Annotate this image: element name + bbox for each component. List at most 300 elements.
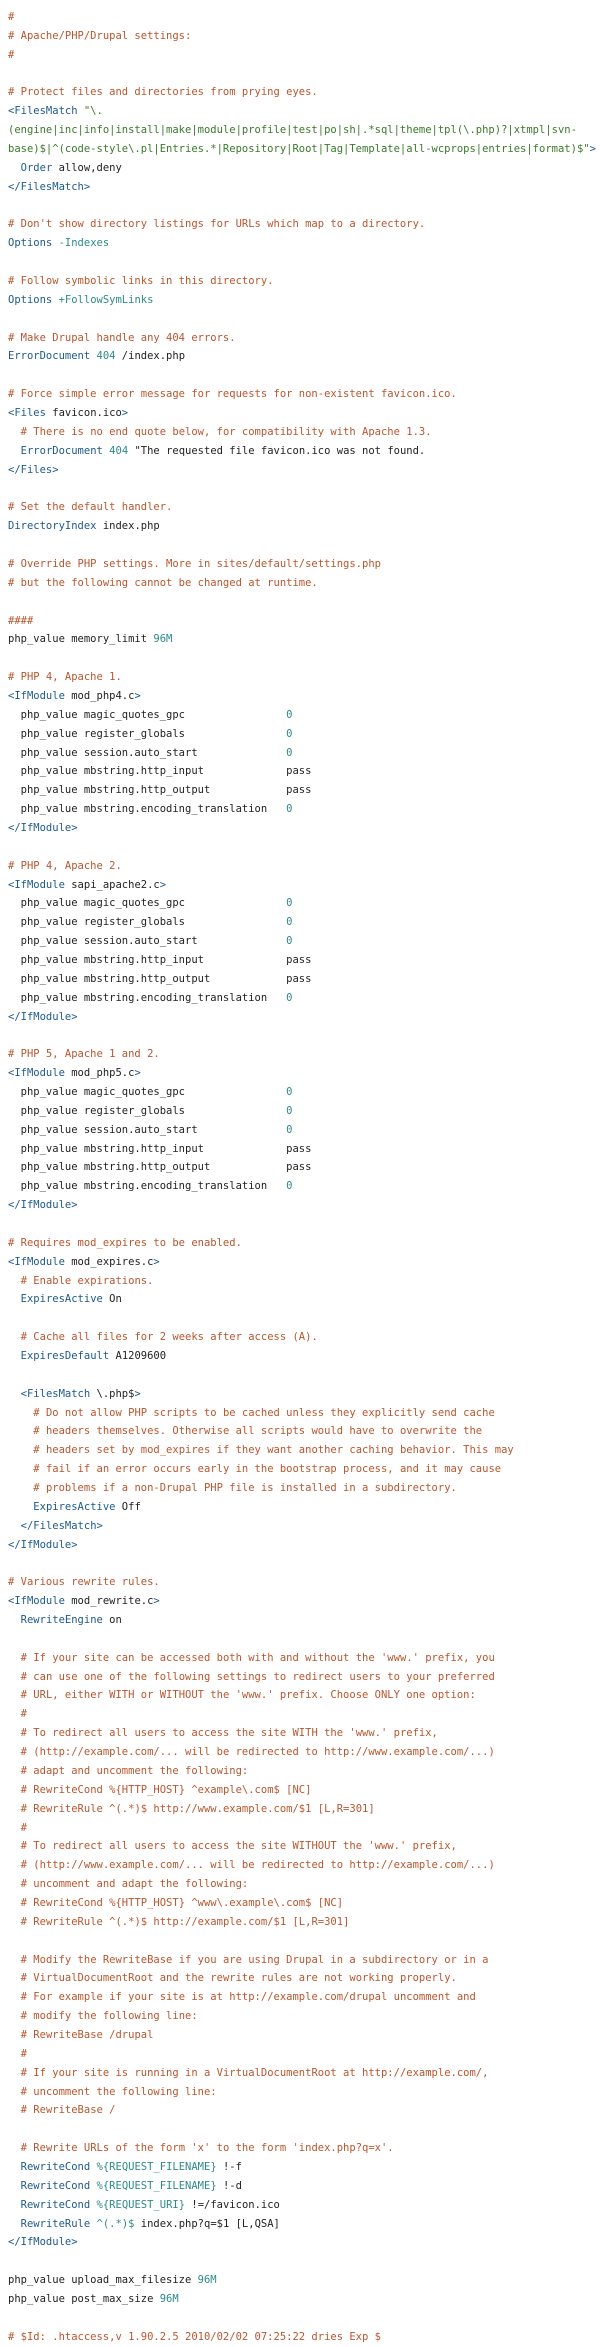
- indent: [8, 1840, 21, 1852]
- comment-text: # Override PHP settings. More in sites/default/settings.php: [8, 557, 381, 570]
- indent: [8, 1444, 33, 1456]
- code-line: [8, 2233, 600, 2252]
- value-text: 404: [109, 444, 129, 457]
- argument-text: php_value magic_quotes_gpc: [8, 897, 287, 910]
- code-line: [8, 498, 600, 517]
- argument-text: php_value mbstring.http_input pass: [8, 1142, 312, 1155]
- comment-text: # but the following cannot be changed at runtime.: [8, 576, 318, 589]
- argument-text: php_value mbstring.http_output pass: [8, 784, 312, 797]
- value-text: +FollowSymLinks: [58, 293, 154, 306]
- value-text: 0: [286, 1123, 293, 1136]
- indent: [8, 1859, 21, 1871]
- value-text: 0: [286, 746, 293, 759]
- indent: [8, 1727, 21, 1739]
- tag-text: </IfModule>: [8, 1199, 78, 1212]
- argument-text: "The requested file favicon.ico was not found.: [128, 444, 426, 457]
- argument-text: php_value register_globals: [8, 727, 287, 740]
- indent: [8, 1708, 21, 1720]
- code-line: [8, 574, 600, 593]
- indent: [8, 1425, 33, 1437]
- argument-text: php_value session.auto_start: [8, 746, 287, 759]
- code-line: [8, 1611, 600, 1630]
- comment-text: # If your site is running in a VirtualDocumentRoot at http://example.com/,: [20, 2066, 489, 2079]
- code-line: [8, 272, 600, 291]
- tag-text: >: [134, 689, 141, 702]
- string-text: "\.(engine|inc|info|install|make|module|profile|test|po|sh|.*sql|theme|tpl(\.php)?|xtmpl|svn-base)$|^(code-style\.pl|Entries.*|Repository|Root|Tag|Template|all-wcprops|entries|format)$": [8, 105, 590, 156]
- code-line: [8, 385, 600, 404]
- indent: [8, 1916, 21, 1928]
- indent: [8, 1878, 21, 1890]
- argument-text: /index.php: [115, 350, 186, 363]
- blank-line: [8, 310, 600, 329]
- argument-text: mod_php4.c: [64, 689, 135, 702]
- tag-text: </IfModule>: [8, 2236, 78, 2249]
- code-line: [8, 1856, 600, 1875]
- value-text: %{REQUEST_FILENAME}: [96, 2179, 217, 2192]
- indent: [8, 1501, 33, 1513]
- value-text: 0: [286, 935, 293, 948]
- code-line: [8, 1385, 600, 1404]
- argument-text: php_value session.auto_start: [8, 935, 287, 948]
- code-line: [8, 1498, 600, 1517]
- comment-text: # PHP 4, Apache 2.: [8, 859, 122, 872]
- code-line: [8, 762, 600, 781]
- blank-line: [8, 838, 600, 857]
- code-line: [8, 1781, 600, 1800]
- blank-line: [8, 479, 600, 498]
- comment-text: # Follow symbolic links in this directory.: [8, 275, 274, 288]
- code-line: [8, 8, 600, 27]
- indent: [8, 445, 21, 457]
- comment-text: # Various rewrite rules.: [8, 1576, 160, 1589]
- directive-text: ExpiresActive: [33, 1500, 116, 1513]
- indent: [8, 2010, 21, 2022]
- directive-text: RewriteRule: [20, 2217, 91, 2230]
- tag-text: </IfModule>: [8, 1010, 78, 1023]
- indent: [8, 1275, 21, 1287]
- value-text: %{REQUEST_URI}: [96, 2198, 186, 2211]
- blank-line: [8, 197, 600, 216]
- code-line: [8, 970, 600, 989]
- blank-line: [8, 1026, 600, 1045]
- code-line: [8, 1008, 600, 1027]
- argument-text: !=/favicon.ico: [185, 2198, 280, 2211]
- tag-text: <FilesMatch: [8, 105, 84, 118]
- comment-text: # To redirect all users to access the site WITHOUT the 'www.' prefix,: [20, 1840, 457, 1853]
- tag-text: >: [153, 1255, 160, 1268]
- code-line: [8, 178, 600, 197]
- indent: [8, 1652, 21, 1664]
- code-line: [8, 1140, 600, 1159]
- argument-text: mod_rewrite.c: [64, 1595, 154, 1608]
- comment-text: # adapt and uncomment the following:: [20, 1764, 249, 1777]
- argument-text: php_value magic_quotes_gpc: [8, 708, 287, 721]
- indent: [8, 1350, 21, 1362]
- value-text: 0: [286, 727, 293, 740]
- comment-text: # can use one of the following settings to redirect users to your preferred: [20, 1670, 495, 1683]
- indent: [8, 2199, 21, 2211]
- comment-text: # Modify the RewriteBase if you are using Drupal in a subdirectory or in a: [20, 1953, 489, 1966]
- indent: [8, 2104, 21, 2116]
- code-line: [8, 1592, 600, 1611]
- comment-text: # (http://www.example.com/... will be redirected to http://example.com/...): [20, 1859, 495, 1872]
- tag-text: <IfModule: [8, 1255, 65, 1268]
- code-line: [8, 423, 600, 442]
- argument-text: php_value mbstring.encoding_translation: [8, 1180, 287, 1193]
- comment-text: # RewriteCond %{HTTP_HOST} ^www\.example\.com$ [NC]: [20, 1896, 344, 1909]
- argument-text: php_value mbstring.http_input pass: [8, 765, 312, 778]
- blank-line: [8, 1309, 600, 1328]
- indent: [8, 1746, 21, 1758]
- tag-text: >: [153, 1595, 160, 1608]
- code-line: [8, 1686, 600, 1705]
- comment-text: # RewriteCond %{HTTP_HOST} ^example\.com$ [NC]: [20, 1783, 312, 1796]
- comment-text: # (http://example.com/... will be redirected to http://www.example.com/...): [20, 1746, 495, 1759]
- argument-text: php_value session.auto_start: [8, 1123, 287, 1136]
- code-line: [8, 1422, 600, 1441]
- indent: [8, 2142, 21, 2154]
- value-text: 96M: [153, 633, 173, 646]
- indent: [8, 1954, 21, 1966]
- blank-line: [8, 2120, 600, 2139]
- code-line: [8, 404, 600, 423]
- code-line: [8, 1328, 600, 1347]
- comment-text: #: [8, 11, 15, 23]
- code-line: [8, 1668, 600, 1687]
- comment-text: #: [20, 2047, 27, 2060]
- comment-text: # Rewrite URLs of the form 'x' to the form 'index.php?q=x'.: [20, 2142, 394, 2155]
- code-line: [8, 1102, 600, 1121]
- indent: [8, 2161, 21, 2173]
- value-text: 0: [286, 897, 293, 910]
- code-line: [8, 555, 600, 574]
- directive-text: ErrorDocument: [8, 350, 91, 363]
- code-line: [8, 442, 600, 461]
- blank-line: [8, 2309, 600, 2328]
- code-line: [8, 1743, 600, 1762]
- tag-text: <IfModule: [8, 1595, 65, 1608]
- comment-text: # Apache/PHP/Drupal settings:: [8, 29, 192, 42]
- value-text: -Indexes: [58, 237, 110, 250]
- code-line: [8, 1045, 600, 1064]
- code-line: [8, 1705, 600, 1724]
- argument-text: php_value mbstring.http_output pass: [8, 1161, 312, 1174]
- tag-text: <Files: [8, 407, 46, 420]
- code-line: [8, 1573, 600, 1592]
- code-line: [8, 1724, 600, 1743]
- tag-text: <FilesMatch: [20, 1387, 91, 1400]
- directive-text: RewriteCond: [20, 2160, 91, 2173]
- code-line: [8, 2290, 600, 2309]
- blank-line: [8, 1932, 600, 1951]
- tag-text: <IfModule: [8, 689, 65, 702]
- code-line: [8, 630, 600, 649]
- comment-text: # Make Drupal handle any 404 errors.: [8, 331, 236, 344]
- value-text: %{REQUEST_FILENAME}: [96, 2160, 217, 2173]
- tag-text: >: [121, 407, 129, 420]
- tag-text: </FilesMatch>: [20, 1519, 103, 1532]
- argument-text: on: [102, 1614, 122, 1627]
- value-text: 0: [286, 803, 293, 816]
- code-line: [8, 894, 600, 913]
- code-line: [8, 102, 598, 159]
- code-line: [8, 781, 600, 800]
- code-line: [8, 1819, 600, 1838]
- argument-text: allow,deny: [52, 161, 122, 174]
- code-line: [8, 744, 600, 763]
- code-line: [8, 2158, 600, 2177]
- comment-text: # For example if your site is at http://example.com/drupal uncomment and: [20, 1991, 476, 2004]
- indent: [8, 2048, 21, 2060]
- comment-text: #: [8, 48, 15, 61]
- code-line: [8, 913, 600, 932]
- indent: [8, 1407, 33, 1419]
- argument-text: !-d: [216, 2179, 242, 2192]
- argument-text: index.php?q=$1 [L,QSA]: [134, 2217, 280, 2230]
- value-text: 0: [286, 916, 293, 929]
- comment-text: #: [20, 1708, 27, 1721]
- comment-text: # headers set by mod_expires if they want another caching behavior. This may: [33, 1444, 514, 1457]
- code-line: [8, 1951, 600, 1970]
- code-line: [8, 857, 600, 876]
- comment-text: # problems if a non-Drupal PHP file is installed in a subdirectory.: [33, 1482, 457, 1495]
- argument-text: Off: [115, 1500, 141, 1513]
- argument-text: php_value mbstring.http_input pass: [8, 953, 312, 966]
- code-line: [8, 2083, 600, 2102]
- code-line: [8, 819, 600, 838]
- blank-line: [8, 1630, 600, 1649]
- value-text: 0: [286, 1085, 293, 1098]
- value-text: 0: [286, 708, 293, 721]
- directive-text: Options: [8, 237, 53, 250]
- code-line: [8, 2328, 600, 2347]
- code-line: [8, 2064, 600, 2083]
- code-line: [8, 612, 600, 631]
- comment-text: # PHP 5, Apache 1 and 2.: [8, 1048, 160, 1061]
- comment-text: # Cache all files for 2 weeks after access (A).: [20, 1331, 318, 1344]
- code-line: [8, 1177, 600, 1196]
- comment-text: # RewriteRule ^(.*)$ http://example.com/$1 [L,R=301]: [20, 1915, 350, 1928]
- tag-text: <IfModule: [8, 1067, 65, 1080]
- comment-text: # modify the following line:: [20, 2010, 198, 2023]
- directive-text: ErrorDocument: [20, 444, 103, 457]
- code-line: [8, 1894, 600, 1913]
- argument-text: php_value register_globals: [8, 916, 287, 929]
- argument-text: favicon.ico: [45, 407, 122, 420]
- comment-text: # Enable expirations.: [20, 1274, 154, 1287]
- indent: [8, 1671, 21, 1683]
- comment-text: # fail if an error occurs early in the bootstrap process, and it may cause: [33, 1463, 502, 1476]
- argument-text: php_value register_globals: [8, 1104, 287, 1117]
- code-line: [8, 1196, 600, 1215]
- code-line: [8, 2026, 600, 2045]
- value-text: 404: [96, 350, 116, 363]
- blank-line: [8, 1215, 600, 1234]
- indent: [8, 2086, 21, 2098]
- indent: [8, 2218, 21, 2230]
- argument-text: php_value upload_max_filesize: [8, 2274, 198, 2287]
- code-line: [8, 1762, 600, 1781]
- indent: [8, 1822, 21, 1834]
- code-line: [8, 329, 600, 348]
- code-line: [8, 1253, 600, 1272]
- comment-text: # Set the default handler.: [8, 501, 173, 514]
- indent: [8, 1520, 21, 1532]
- argument-text: !-f: [216, 2160, 242, 2173]
- code-line: [8, 215, 600, 234]
- code-line: [8, 2045, 600, 2064]
- code-line: [8, 517, 600, 536]
- code-line: [8, 2139, 600, 2158]
- indent: [8, 1972, 21, 1984]
- indent: [8, 1784, 21, 1796]
- directive-text: RewriteCond: [20, 2198, 91, 2211]
- comment-text: # To redirect all users to access the site WITH the 'www.' prefix,: [20, 1727, 438, 1740]
- code-line: [8, 2007, 600, 2026]
- indent: [8, 1388, 21, 1400]
- tag-text: >: [159, 878, 167, 891]
- comment-text: # URL, either WITH or WITHOUT the 'www.' prefix. Choose ONLY one option:: [20, 1689, 476, 1702]
- code-line: [8, 1441, 600, 1460]
- directive-text: RewriteEngine: [20, 1614, 103, 1627]
- code-line: [8, 1158, 600, 1177]
- value-text: 0: [286, 991, 293, 1004]
- code-line: [8, 951, 600, 970]
- indent: [8, 1614, 21, 1626]
- code-line: [8, 1913, 600, 1932]
- comment-text: # If your site can be accessed both with and without the 'www.' prefix, you: [20, 1651, 495, 1664]
- directive-text: Order: [20, 161, 53, 174]
- tag-text: </IfModule>: [8, 821, 78, 834]
- code-line: [8, 1404, 600, 1423]
- argument-text: sapi_apache2.c: [64, 878, 160, 891]
- code-line: [8, 1837, 600, 1856]
- value-text: 0: [286, 1180, 293, 1193]
- code-line: [8, 1479, 600, 1498]
- code-line: [8, 668, 600, 687]
- code-line: [8, 1347, 600, 1366]
- blank-line: [8, 65, 600, 84]
- argument-text: A1209600: [109, 1350, 167, 1363]
- code-line: [8, 687, 600, 706]
- code-line: [8, 46, 600, 65]
- comment-text: # Force simple error message for requests for non-existent favicon.ico.: [8, 388, 457, 401]
- value-text: 96M: [197, 2274, 217, 2287]
- code-line: [8, 1649, 600, 1668]
- indent: [8, 1897, 21, 1909]
- code-line: [8, 2177, 600, 2196]
- indent: [8, 1803, 21, 1815]
- argument-text: index.php: [96, 520, 160, 533]
- argument-text: php_value post_max_size: [8, 2292, 160, 2305]
- code-line: [8, 1517, 600, 1536]
- value-text: 0: [286, 1104, 293, 1117]
- directive-text: ExpiresDefault: [20, 1350, 110, 1363]
- comment-text: # Protect files and directories from prying eyes.: [8, 86, 318, 99]
- blank-line: [8, 593, 600, 612]
- code-line: [8, 1875, 600, 1894]
- code-line: [8, 1121, 600, 1140]
- indent: [8, 1689, 21, 1701]
- code-line: [8, 347, 600, 366]
- indent: [8, 1991, 21, 2003]
- code-line: [8, 2196, 600, 2215]
- tag-text: >: [589, 143, 596, 156]
- argument-text: mod_php5.c: [64, 1067, 135, 1080]
- code-line: [8, 932, 600, 951]
- code-line: [8, 291, 600, 310]
- code-line: [8, 1988, 600, 2007]
- indent: [8, 1765, 21, 1777]
- code-line: [8, 1536, 600, 1555]
- code-line: [8, 27, 600, 46]
- comment-text: # Don't show directory listings for URLs which map to a directory.: [8, 218, 426, 231]
- code-line: [8, 800, 600, 819]
- code-line: [8, 1083, 600, 1102]
- value-text: ^(.*)$: [96, 2217, 135, 2230]
- code-line: [8, 1272, 600, 1291]
- code-line: [8, 1460, 600, 1479]
- comment-text: ####: [8, 614, 34, 627]
- directive-text: Options: [8, 293, 53, 306]
- indent: [8, 1482, 33, 1494]
- blank-line: [8, 536, 600, 555]
- blank-line: [8, 649, 600, 668]
- code-line: [8, 1064, 600, 1083]
- tag-text: >: [134, 1387, 141, 1400]
- argument-text: On: [102, 1293, 122, 1306]
- comment-text: # Do not allow PHP scripts to be cached unless they explicitly send cache: [33, 1406, 495, 1419]
- code-line: [8, 159, 600, 178]
- code-line: [8, 2101, 600, 2120]
- directive-text: RewriteCond: [20, 2179, 91, 2192]
- code-line: [8, 83, 600, 102]
- value-text: 96M: [159, 2292, 179, 2305]
- comment-text: # There is no end quote below, for compatibility with Apache 1.3.: [20, 425, 432, 438]
- tag-text: >: [134, 1067, 141, 1080]
- code-line: [8, 1800, 600, 1819]
- comment-text: # RewriteBase /: [20, 2104, 116, 2117]
- code-line: [8, 1969, 600, 1988]
- comment-text: # uncomment the following line:: [20, 2085, 217, 2098]
- tag-text: </FilesMatch>: [8, 180, 91, 193]
- code-line: [8, 876, 600, 895]
- blank-line: [8, 1366, 600, 1385]
- code-line: [8, 2215, 600, 2234]
- indent: [8, 2067, 21, 2079]
- tag-text: <IfModule: [8, 878, 65, 891]
- argument-text: php_value magic_quotes_gpc: [8, 1085, 287, 1098]
- comment-text: # RewriteRule ^(.*)$ http://www.example.com/$1 [L,R=301]: [20, 1802, 375, 1815]
- directive-text: ExpiresActive: [20, 1293, 103, 1306]
- code-line: [8, 461, 600, 480]
- argument-text: php_value mbstring.encoding_translation: [8, 991, 287, 1004]
- blank-line: [8, 366, 600, 385]
- blank-line: [8, 1554, 600, 1573]
- argument-text: \.php$: [90, 1387, 135, 1400]
- comment-text: # PHP 4, Apache 1.: [8, 671, 122, 684]
- argument-text: php_value mbstring.encoding_translation: [8, 803, 287, 816]
- comment-text: # Requires mod_expires to be enabled.: [8, 1236, 242, 1249]
- comment-text: # $Id: .htaccess,v 1.90.2.5 2010/02/02 07:25:22 dries Exp $: [8, 2330, 381, 2343]
- comment-text: # RewriteBase /drupal: [20, 2028, 154, 2041]
- indent: [8, 162, 21, 174]
- comment-text: # uncomment and adapt the following:: [20, 1878, 249, 1891]
- indent: [8, 1293, 21, 1305]
- code-line: [8, 1234, 600, 1253]
- code-line: [8, 2271, 600, 2290]
- code-line: [8, 234, 600, 253]
